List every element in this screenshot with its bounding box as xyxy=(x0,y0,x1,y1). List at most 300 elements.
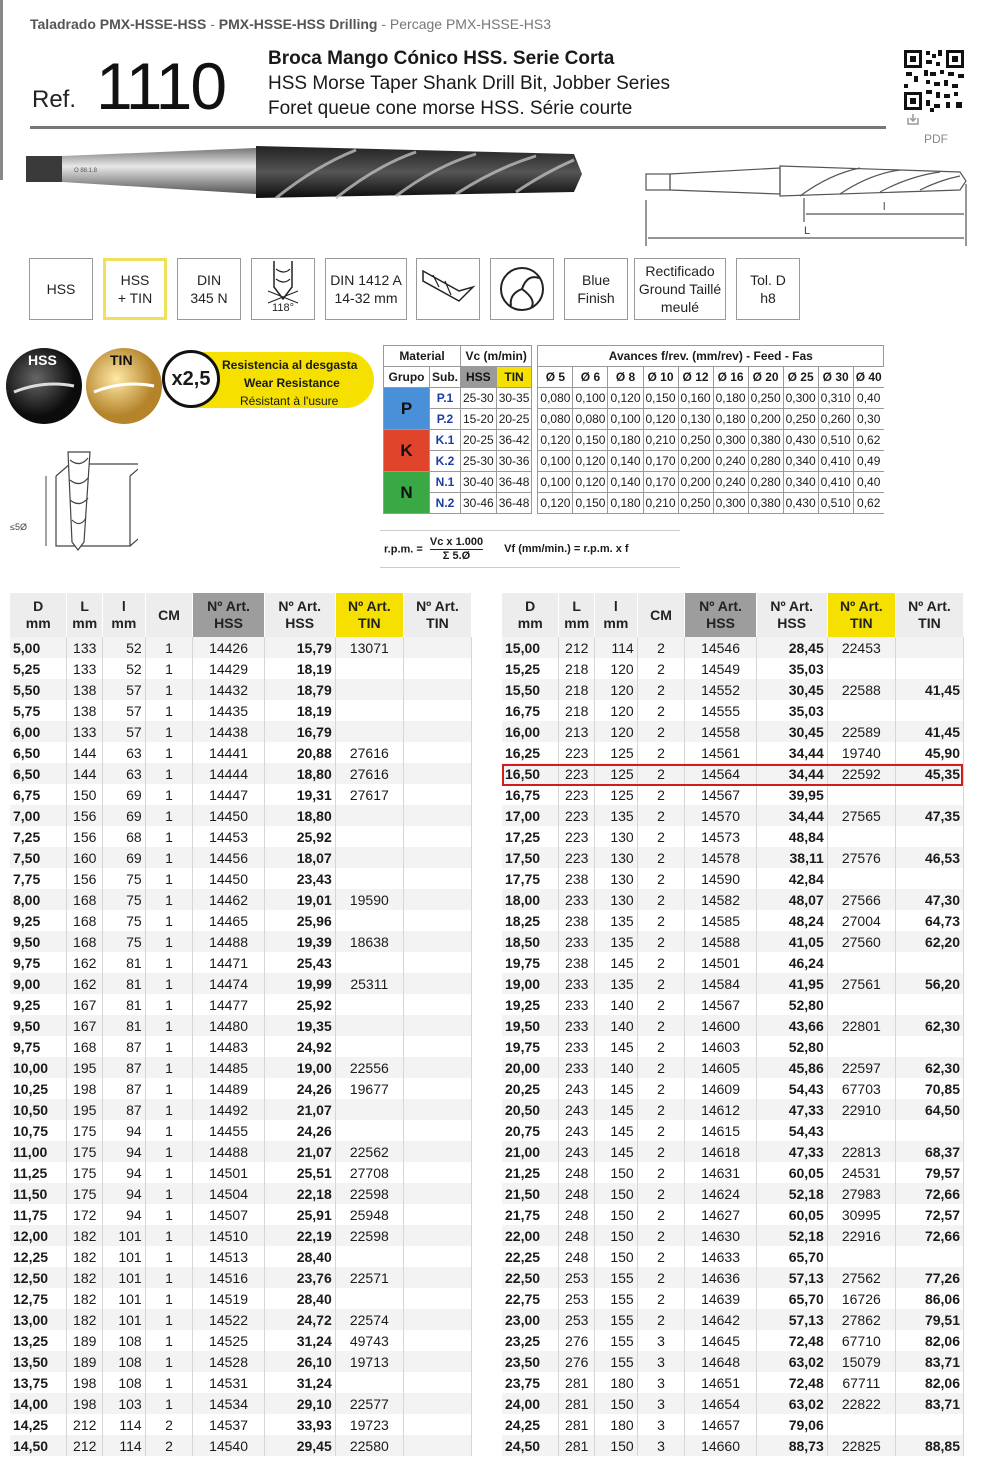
table-row[interactable] xyxy=(10,1246,472,1267)
morse-cone-cell: 2 xyxy=(637,1015,685,1036)
material-group: P xyxy=(384,388,430,430)
article-hss-cell: 14584 xyxy=(685,973,756,994)
technical-drawing xyxy=(640,150,970,250)
morse-cone-cell: 3 xyxy=(637,1351,685,1372)
article-tin-cell xyxy=(827,868,895,889)
article-tin-cell xyxy=(827,952,895,973)
article-hss-cell: 14438 xyxy=(193,721,264,742)
price-tin-cell: 47,35 xyxy=(895,805,963,826)
length-flute-cell: 63 xyxy=(103,742,146,763)
length-total-cell: 168 xyxy=(67,889,103,910)
diameter-cell: 18,50 xyxy=(502,931,559,952)
price-tin-cell xyxy=(403,637,471,658)
table-row[interactable] xyxy=(502,826,964,847)
diameter-cell: 5,00 xyxy=(10,637,67,658)
price-tin-cell xyxy=(895,1414,963,1435)
table-row[interactable] xyxy=(502,889,964,910)
length-flute-cell: 114 xyxy=(595,637,638,658)
table-row[interactable] xyxy=(10,1015,472,1036)
article-hss-cell: 14618 xyxy=(685,1141,756,1162)
material-row xyxy=(384,451,884,472)
table-row[interactable] xyxy=(10,847,472,868)
table-row[interactable] xyxy=(502,1078,964,1099)
feed-value: 0,40 xyxy=(853,388,884,409)
length-total-cell: 133 xyxy=(67,721,103,742)
price-tin-cell: 79,57 xyxy=(895,1162,963,1183)
morse-cone-cell: 1 xyxy=(145,1162,193,1183)
table-row[interactable] xyxy=(502,1099,964,1120)
table-row[interactable] xyxy=(10,1078,472,1099)
table-row[interactable] xyxy=(502,1351,964,1372)
table-row[interactable] xyxy=(502,1204,964,1225)
diameter-header: Ø 8 xyxy=(608,367,643,388)
table-row[interactable] xyxy=(10,658,472,679)
article-tin-cell: 25311 xyxy=(335,973,403,994)
table-row[interactable] xyxy=(502,679,964,700)
table-row[interactable] xyxy=(10,1162,472,1183)
length-total-cell: 233 xyxy=(559,973,595,994)
length-flute-cell: 125 xyxy=(595,742,638,763)
morse-cone-cell: 2 xyxy=(637,1120,685,1141)
length-total-cell: 238 xyxy=(559,910,595,931)
diameter-cell: 9,25 xyxy=(10,910,67,931)
price-tin-cell: 46,53 xyxy=(895,847,963,868)
column-header xyxy=(756,593,827,637)
price-hss-cell: 88,73 xyxy=(756,1435,827,1456)
price-tin-cell: 62,30 xyxy=(895,1015,963,1036)
diameter-cell: 16,25 xyxy=(502,742,559,763)
price-hss-cell: 48,07 xyxy=(756,889,827,910)
length-flute-cell: 125 xyxy=(595,763,638,784)
table-row[interactable] xyxy=(502,1372,964,1393)
column-header xyxy=(335,593,403,637)
feed-value: 0,300 xyxy=(713,493,748,514)
table-row[interactable] xyxy=(10,1225,472,1246)
article-hss-cell: 14537 xyxy=(193,1414,264,1435)
price-hss-cell: 25,51 xyxy=(264,1162,335,1183)
morse-cone-cell: 2 xyxy=(637,1309,685,1330)
diameter-cell: 23,50 xyxy=(502,1351,559,1372)
table-row[interactable] xyxy=(10,1057,472,1078)
article-hss-cell: 14441 xyxy=(193,742,264,763)
feed-value: 0,210 xyxy=(643,493,678,514)
table-row[interactable] xyxy=(502,868,964,889)
table-row[interactable] xyxy=(10,679,472,700)
length-flute-cell: 145 xyxy=(595,1141,638,1162)
vc-tin: 36-42 xyxy=(496,430,532,451)
article-hss-cell: 14615 xyxy=(685,1120,756,1141)
table-row[interactable] xyxy=(10,1351,472,1372)
length-flute-cell: 155 xyxy=(595,1330,638,1351)
table-row[interactable] xyxy=(502,1225,964,1246)
table-row[interactable] xyxy=(502,994,964,1015)
article-hss-cell: 14573 xyxy=(685,826,756,847)
diameter-cell: 17,50 xyxy=(502,847,559,868)
price-tin-cell xyxy=(895,994,963,1015)
article-hss-cell: 14585 xyxy=(685,910,756,931)
article-hss-cell: 14522 xyxy=(193,1309,264,1330)
morse-cone-cell: 2 xyxy=(637,700,685,721)
article-hss-cell: 14578 xyxy=(685,847,756,868)
column-header-line1: Nº Art. xyxy=(416,598,459,614)
length-total-cell: 167 xyxy=(67,1015,103,1036)
table-row[interactable] xyxy=(10,973,472,994)
morse-cone-cell: 1 xyxy=(145,910,193,931)
table-row[interactable] xyxy=(502,1393,964,1414)
table-row[interactable] xyxy=(10,1183,472,1204)
article-tin-cell: 27561 xyxy=(827,973,895,994)
table-row[interactable] xyxy=(10,1099,472,1120)
feed-value: 0,250 xyxy=(748,388,783,409)
article-tin-cell: 16726 xyxy=(827,1288,895,1309)
price-tin-cell: 72,66 xyxy=(895,1225,963,1246)
article-tin-cell: 27576 xyxy=(827,847,895,868)
diameter-cell: 22,25 xyxy=(502,1246,559,1267)
length-flute-cell: 94 xyxy=(103,1183,146,1204)
length-total-cell: 243 xyxy=(559,1078,595,1099)
price-tin-cell xyxy=(403,910,471,931)
feed-value: 0,340 xyxy=(783,472,818,493)
table-row[interactable] xyxy=(502,805,964,826)
formula-denominator: Σ 5.Ø xyxy=(442,550,471,562)
length-flute-cell: 52 xyxy=(103,637,146,658)
table-row[interactable] xyxy=(10,826,472,847)
table-row[interactable] xyxy=(502,1414,964,1435)
article-tin-cell: 25948 xyxy=(335,1204,403,1225)
table-row[interactable] xyxy=(502,1288,964,1309)
table-row[interactable] xyxy=(10,763,472,784)
table-row[interactable] xyxy=(502,1330,964,1351)
price-hss-cell: 23,76 xyxy=(264,1267,335,1288)
column-header-line2: TIN xyxy=(358,615,381,631)
table-row[interactable] xyxy=(502,931,964,952)
length-total-cell: 162 xyxy=(67,973,103,994)
morse-cone-cell: 2 xyxy=(637,1183,685,1204)
column-header xyxy=(559,593,595,637)
table-row[interactable] xyxy=(10,805,472,826)
diameter-cell: 6,00 xyxy=(10,721,67,742)
diameter-cell: 24,25 xyxy=(502,1414,559,1435)
price-tin-cell xyxy=(403,1141,471,1162)
morse-cone-cell: 2 xyxy=(637,1036,685,1057)
price-tin-cell xyxy=(403,1162,471,1183)
article-tin-cell: 22580 xyxy=(335,1435,403,1456)
length-total-cell: 175 xyxy=(67,1141,103,1162)
article-tin-cell xyxy=(335,826,403,847)
price-hss-cell: 48,24 xyxy=(756,910,827,931)
article-tin-cell xyxy=(827,994,895,1015)
morse-cone-cell: 2 xyxy=(145,1435,193,1456)
length-flute-cell: 68 xyxy=(103,826,146,847)
column-header-line1: CM xyxy=(650,606,672,623)
price-tin-cell: 82,06 xyxy=(895,1372,963,1393)
article-tin-cell: 22589 xyxy=(827,721,895,742)
column-header-line1: Nº Art. xyxy=(770,598,814,614)
price-tin-cell xyxy=(895,868,963,889)
table-row[interactable] xyxy=(10,1141,472,1162)
morse-cone-cell: 3 xyxy=(637,1414,685,1435)
column-header-line1: Nº Art. xyxy=(207,598,250,614)
feed-value: 0,120 xyxy=(608,388,643,409)
morse-cone-cell: 1 xyxy=(145,784,193,805)
length-flute-cell: 101 xyxy=(103,1288,146,1309)
feed-value: 0,120 xyxy=(643,409,678,430)
diameter-cell: 15,25 xyxy=(502,658,559,679)
price-hss-cell: 18,79 xyxy=(264,679,335,700)
feed-value: 0,250 xyxy=(783,409,818,430)
length-flute-cell: 57 xyxy=(103,679,146,700)
table-row[interactable] xyxy=(502,1015,964,1036)
price-hss-cell: 18,07 xyxy=(264,847,335,868)
table-row[interactable] xyxy=(502,721,964,742)
feed-value: 0,340 xyxy=(783,451,818,472)
morse-cone-cell: 1 xyxy=(145,868,193,889)
price-hss-cell: 60,05 xyxy=(756,1204,827,1225)
length-flute-cell: 150 xyxy=(595,1435,638,1456)
length-total-cell: 223 xyxy=(559,826,595,847)
length-total-cell: 212 xyxy=(67,1414,103,1435)
diameter-cell: 6,50 xyxy=(10,742,67,763)
diameter-cell: 20,75 xyxy=(502,1120,559,1141)
article-tin-cell xyxy=(335,994,403,1015)
diameter-cell: 13,75 xyxy=(10,1372,67,1393)
feed-value: 0,380 xyxy=(748,430,783,451)
table-row[interactable] xyxy=(502,700,964,721)
morse-cone-cell: 2 xyxy=(637,742,685,763)
article-tin-cell: 13071 xyxy=(335,637,403,658)
morse-cone-cell: 2 xyxy=(637,637,685,658)
morse-cone-cell: 1 xyxy=(145,1120,193,1141)
article-tin-cell xyxy=(827,1246,895,1267)
length-total-cell: 233 xyxy=(559,1015,595,1036)
article-hss-cell: 14501 xyxy=(193,1162,264,1183)
price-hss-cell: 30,45 xyxy=(756,721,827,742)
article-hss-cell: 14485 xyxy=(193,1057,264,1078)
table-row[interactable] xyxy=(502,637,964,658)
diameter-cell: 5,75 xyxy=(10,700,67,721)
article-tin-cell: 27004 xyxy=(827,910,895,931)
table-row[interactable] xyxy=(10,637,472,658)
length-total-cell: 162 xyxy=(67,952,103,973)
blue-finish-label: Blue Finish xyxy=(577,272,615,306)
price-hss-cell: 54,43 xyxy=(756,1078,827,1099)
price-hss-cell: 35,03 xyxy=(756,658,827,679)
table-row[interactable] xyxy=(10,1036,472,1057)
column-header-line2: HSS xyxy=(285,615,315,631)
vc-hss-header: HSS xyxy=(461,367,497,388)
diameter-cell: 12,00 xyxy=(10,1225,67,1246)
article-tin-cell: 19590 xyxy=(335,889,403,910)
length-total-cell: 144 xyxy=(67,763,103,784)
price-tin-cell xyxy=(403,1351,471,1372)
pdf-download-label[interactable]: PDF xyxy=(924,132,948,146)
length-flute-cell: 94 xyxy=(103,1141,146,1162)
table-row[interactable] xyxy=(10,868,472,889)
table-row[interactable] xyxy=(10,994,472,1015)
article-hss-cell: 14534 xyxy=(193,1393,264,1414)
table-row[interactable] xyxy=(10,1204,472,1225)
article-hss-cell: 14444 xyxy=(193,763,264,784)
diameter-cell: 11,50 xyxy=(10,1183,67,1204)
feed-value: 0,260 xyxy=(818,409,853,430)
price-hss-cell: 29,45 xyxy=(264,1435,335,1456)
morse-cone-cell: 1 xyxy=(145,1183,193,1204)
drill-tip-icon xyxy=(416,258,480,320)
diameter-cell: 16,75 xyxy=(502,700,559,721)
price-tin-cell xyxy=(403,742,471,763)
material-sub: P.2 xyxy=(430,409,461,430)
article-hss-cell: 14631 xyxy=(685,1162,756,1183)
material-sub: K.2 xyxy=(430,451,461,472)
column-header-line2: mm xyxy=(72,615,98,631)
morse-cone-cell: 2 xyxy=(637,973,685,994)
table-row[interactable] xyxy=(10,1372,472,1393)
price-hss-cell: 33,93 xyxy=(264,1414,335,1435)
table-row[interactable] xyxy=(502,973,964,994)
article-tin-cell: 22453 xyxy=(827,637,895,658)
table-row[interactable] xyxy=(10,700,472,721)
price-hss-cell: 19,39 xyxy=(264,931,335,952)
article-tin-cell xyxy=(335,910,403,931)
price-hss-cell: 38,11 xyxy=(756,847,827,868)
table-row[interactable] xyxy=(10,1414,472,1435)
length-flute-cell: 75 xyxy=(103,868,146,889)
table-row[interactable] xyxy=(502,1183,964,1204)
table-row[interactable] xyxy=(10,931,472,952)
table-row[interactable] xyxy=(502,952,964,973)
article-tin-cell xyxy=(335,1120,403,1141)
length-total-cell: 156 xyxy=(67,826,103,847)
table-row[interactable] xyxy=(502,1036,964,1057)
table-row[interactable] xyxy=(10,1120,472,1141)
table-row[interactable] xyxy=(502,1141,964,1162)
price-tin-cell: 88,85 xyxy=(895,1435,963,1456)
table-row[interactable] xyxy=(502,1309,964,1330)
article-tin-cell: 22574 xyxy=(335,1309,403,1330)
table-row[interactable] xyxy=(502,1435,964,1456)
table-row[interactable] xyxy=(502,742,964,763)
price-hss-cell: 42,84 xyxy=(756,868,827,889)
article-hss-cell: 14488 xyxy=(193,1141,264,1162)
table-row[interactable] xyxy=(10,1330,472,1351)
length-total-cell: 182 xyxy=(67,1225,103,1246)
article-hss-cell: 14465 xyxy=(193,910,264,931)
table-row[interactable] xyxy=(10,1267,472,1288)
column-header-line1: Nº Art. xyxy=(908,598,951,614)
article-hss-cell: 14567 xyxy=(685,784,756,805)
table-row[interactable] xyxy=(10,1435,472,1456)
price-tin-cell xyxy=(403,805,471,826)
length-flute-cell: 108 xyxy=(103,1372,146,1393)
article-tin-cell: 24531 xyxy=(827,1162,895,1183)
length-flute-cell: 120 xyxy=(595,721,638,742)
material-row xyxy=(384,472,884,493)
article-tin-cell: 22801 xyxy=(827,1015,895,1036)
article-hss-cell: 14429 xyxy=(193,658,264,679)
morse-cone-cell: 2 xyxy=(637,868,685,889)
price-tin-cell xyxy=(403,931,471,952)
feed-value: 0,300 xyxy=(713,430,748,451)
table-row[interactable] xyxy=(502,1162,964,1183)
morse-cone-cell: 2 xyxy=(637,826,685,847)
diameter-cell: 7,75 xyxy=(10,868,67,889)
article-tin-cell: 22916 xyxy=(827,1225,895,1246)
column-header xyxy=(264,593,335,637)
price-hss-cell: 20,88 xyxy=(264,742,335,763)
price-tin-cell xyxy=(403,1330,471,1351)
length-total-cell: 189 xyxy=(67,1351,103,1372)
grupo-header: Grupo xyxy=(384,367,430,388)
flute-cross-section-icon xyxy=(490,258,554,320)
table-row[interactable] xyxy=(502,847,964,868)
article-tin-cell: 49743 xyxy=(335,1330,403,1351)
table-row[interactable] xyxy=(10,889,472,910)
feed-value: 0,49 xyxy=(853,451,884,472)
table-row[interactable] xyxy=(10,721,472,742)
wear-text-es: Resistencia al desgasta xyxy=(222,358,358,372)
length-total-cell: 248 xyxy=(559,1162,595,1183)
table-row[interactable] xyxy=(502,784,964,805)
table-row[interactable] xyxy=(10,952,472,973)
length-total-cell: 248 xyxy=(559,1183,595,1204)
table-row[interactable] xyxy=(10,784,472,805)
table-row[interactable] xyxy=(502,1120,964,1141)
table-row[interactable] xyxy=(502,1267,964,1288)
diameter-cell: 22,50 xyxy=(502,1267,559,1288)
price-hss-cell: 35,03 xyxy=(756,700,827,721)
length-total-cell: 168 xyxy=(67,931,103,952)
column-header-line2: mm xyxy=(25,615,51,631)
morse-cone-cell: 1 xyxy=(145,1330,193,1351)
morse-cone-cell: 2 xyxy=(637,1204,685,1225)
qr-code-icon[interactable] xyxy=(902,48,966,128)
price-tin-cell xyxy=(403,1015,471,1036)
hss-coin-label: HSS xyxy=(28,352,57,368)
diameter-cell: 19,75 xyxy=(502,952,559,973)
table-row[interactable] xyxy=(10,1309,472,1330)
table-row[interactable] xyxy=(10,1288,472,1309)
depth-label: ≤5Ø xyxy=(10,522,27,532)
morse-cone-cell: 2 xyxy=(637,1099,685,1120)
morse-cone-cell: 2 xyxy=(637,847,685,868)
diameter-cell: 16,75 xyxy=(502,784,559,805)
table-row[interactable] xyxy=(502,1246,964,1267)
table-row[interactable] xyxy=(10,1393,472,1414)
table-row[interactable] xyxy=(10,742,472,763)
table-row[interactable] xyxy=(502,910,964,931)
price-tin-cell xyxy=(403,1267,471,1288)
hss-tin-icon xyxy=(103,258,167,320)
morse-cone-cell: 1 xyxy=(145,763,193,784)
table-row[interactable] xyxy=(10,910,472,931)
cutting-parameters-table xyxy=(383,345,884,514)
table-row[interactable] xyxy=(502,658,964,679)
diameter-cell: 10,75 xyxy=(10,1120,67,1141)
din-1412-icon xyxy=(325,258,407,320)
price-tin-cell xyxy=(895,1120,963,1141)
feed-value: 0,100 xyxy=(538,472,573,493)
morse-cone-cell: 2 xyxy=(637,721,685,742)
diameter-cell: 7,50 xyxy=(10,847,67,868)
price-tin-cell xyxy=(403,973,471,994)
table-row[interactable] xyxy=(502,1057,964,1078)
article-hss-cell: 14588 xyxy=(685,931,756,952)
price-hss-cell: 19,01 xyxy=(264,889,335,910)
morse-cone-cell: 3 xyxy=(637,1393,685,1414)
price-tin-cell xyxy=(895,1246,963,1267)
price-tin-cell: 45,35 xyxy=(895,763,963,784)
din-345-label: DIN 345 N xyxy=(190,272,228,306)
